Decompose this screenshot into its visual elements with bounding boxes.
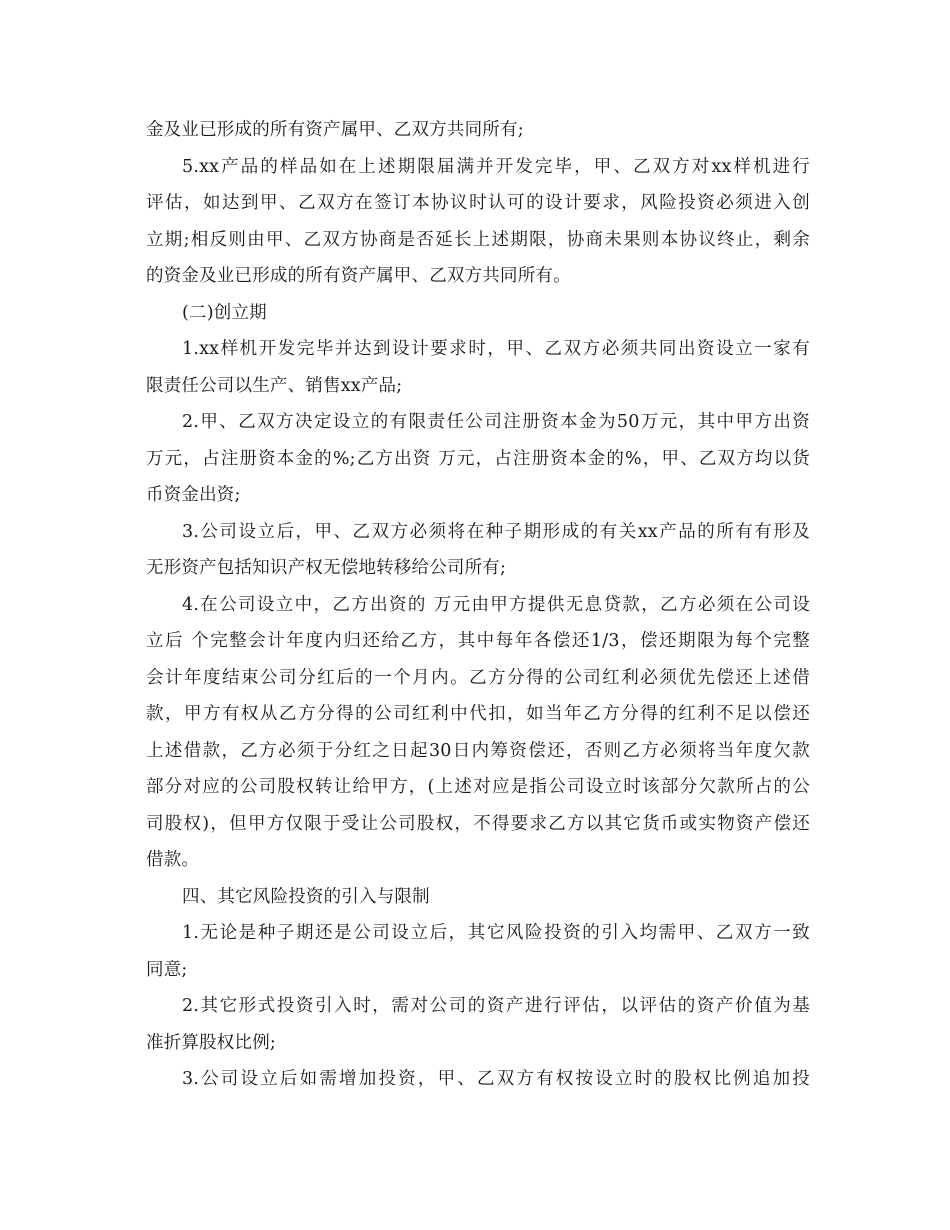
text-line: 款，甲方有权从乙方分得的公司红利中代扣，如当年乙方分得的红利不足以偿还 [146, 704, 810, 724]
text-line: 评估，如达到甲、乙双方在签订本协议时认可的设计要求，风险投资必须进入创 [146, 193, 810, 213]
text-line: 限责任公司以生产、销售xx产品; [146, 375, 403, 396]
text-line: 准折算股权比例; [146, 1032, 276, 1053]
text-line: 2.甲、乙双方决定设立的有限责任公司注册资本金为50万元，其中甲方出资 [182, 412, 810, 432]
text-line: (二)创立期 [182, 302, 267, 323]
text-line: 的资金及业已形成的所有资产属甲、乙双方共同所有。 [146, 266, 571, 286]
text-line: 3.公司设立后，甲、乙双方必须将在种子期形成的有关xx产品的所有有形及 [182, 521, 810, 542]
text-line: 4.在公司设立中，乙方出资的 万元由甲方提供无息贷款，乙方必须在公司设 [182, 594, 810, 615]
text-line: 部分对应的公司股权转让给甲方，(上述对应是指公司设立时该部分欠款所占的公 [146, 777, 810, 797]
document-body [146, 112, 810, 1098]
text-line: 同意; [146, 959, 188, 980]
text-line: 立期;相反则由甲、乙双方协商是否延长上述期限，协商未果则本协议终止，剩余 [146, 229, 810, 250]
text-line: 借款。 [146, 850, 200, 870]
text-line: 上述借款，乙方必须于分红之日起30日内筹资偿还，否则乙方必须将当年度欠款 [146, 740, 810, 761]
text-line: 司股权)，但甲方仅限于受让公司股权，不得要求乙方以其它货币或实物资产偿还 [146, 813, 810, 834]
text-line: 5.xx产品的样品如在上述期限届满并开发完毕，甲、乙双方对xx样机进行 [182, 156, 810, 177]
text-line: 无形资产包括知识产权无偿地转移给公司所有; [146, 558, 507, 578]
text-line: 四、其它风险投资的引入与限制 [182, 886, 430, 907]
text-line: 1.xx样机开发完毕并达到设计要求时，甲、乙双方必须共同出资设立一家有 [182, 339, 810, 359]
text-line: 立后 个完整会计年度内归还给乙方，其中每年各偿还1/3，偿还期限为每个完整 [146, 631, 810, 651]
text-line: 会计年度结束公司分红后的一个月内。乙方分得的公司红利必须优先偿还上述借 [146, 667, 810, 688]
text-line: 2.其它形式投资引入时，需对公司的资产进行评估，以评估的资产价值为基 [182, 996, 810, 1016]
text-line: 1.无论是种子期还是公司设立后，其它风险投资的引入均需甲、乙双方一致 [182, 923, 810, 943]
text-line: 3.公司设立后如需增加投资，甲、乙双方有权按设立时的股权比例追加投 [182, 1069, 810, 1089]
text-line: 币资金出资; [146, 485, 241, 505]
text-line: 金及业已形成的所有资产属甲、乙双方共同所有; [146, 120, 524, 140]
text-line: 万元，占注册资本金的%;乙方出资 万元，占注册资本金的%，甲、乙双方均以货 [146, 448, 810, 469]
